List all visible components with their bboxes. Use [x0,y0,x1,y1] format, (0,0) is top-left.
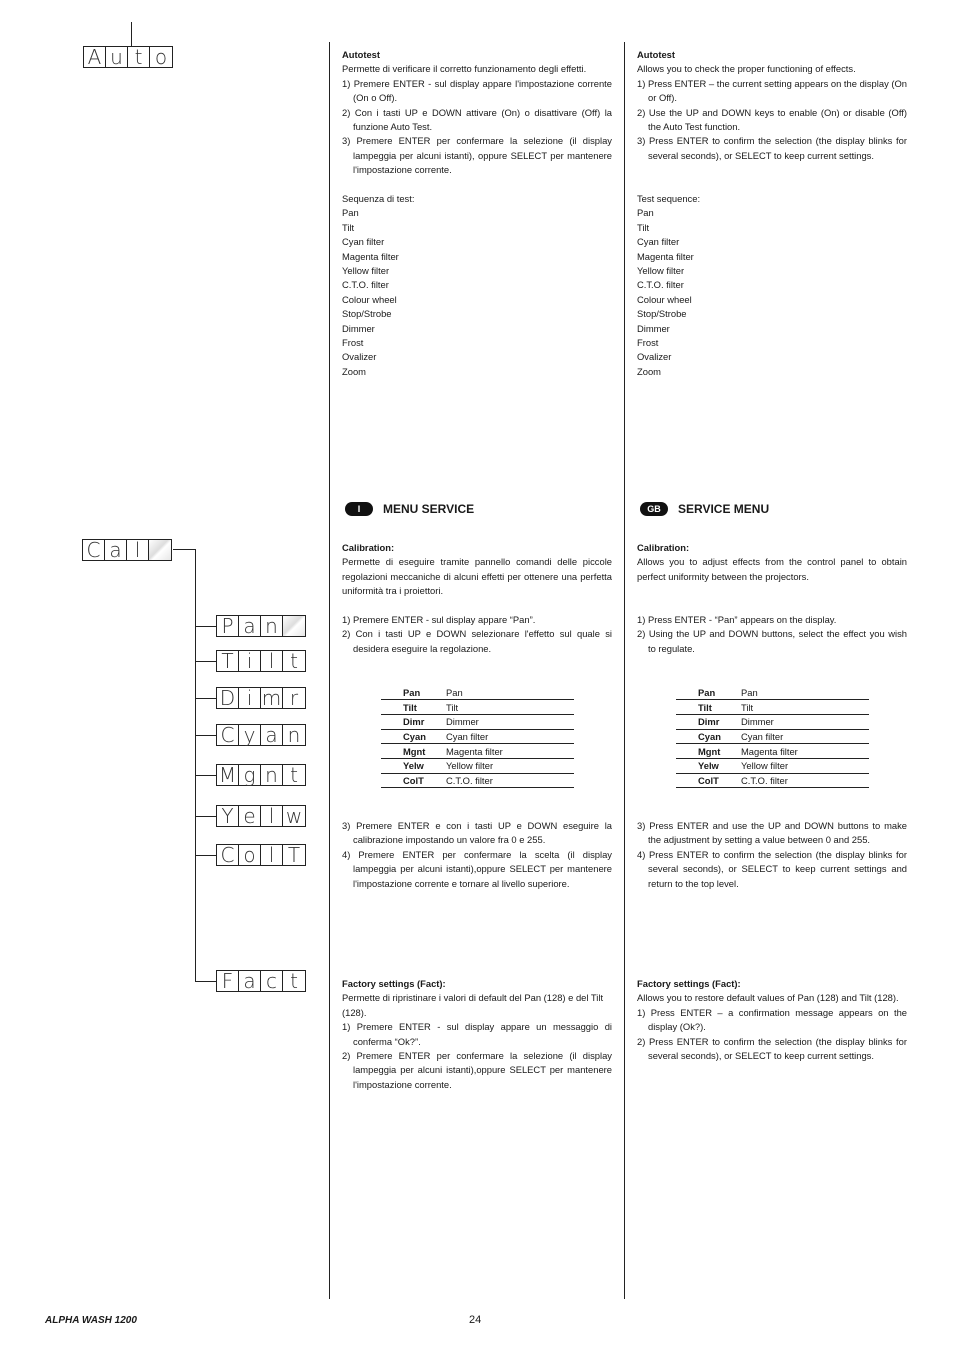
sequence-item: Colour wheel [342,293,397,305]
branch-cyan [195,735,216,736]
sequence-item: Tilt [342,221,355,233]
it-fact-section [342,977,612,1092]
table-row [381,714,574,729]
it-calibration-section [342,541,612,599]
table-cell-code: Dimr [381,714,446,729]
display-char: c [261,971,283,991]
display-char: e [239,806,261,826]
sequence-item: Ovalizer [342,351,377,363]
display-char: o [239,845,261,865]
sequence-item: Magenta filter [637,250,694,262]
table-row [381,744,574,759]
table-row [381,729,574,744]
table-cell-description: Tilt [446,700,574,715]
display-colt [216,844,306,866]
it-fact-step-1: 1) Premere ENTER - sul display appare un messaggio di conferma “Ok?”. [342,1021,612,1047]
table-cell-code: Mgnt [381,744,446,759]
sequence-item: Stop/Strobe [342,308,392,320]
display-char [283,616,305,636]
it-autotest-step-3: 3) Premere ENTER per confermare la selezione (il display lampeggia per alcuni istanti), oppure SELECT per mantenere l'impostazione corrente. [342,135,612,176]
table-cell-description: Magenta filter [741,744,869,759]
display-char: C [217,725,239,745]
it-cal-intro: Permette di eseguire tramite pannello comandi delle piccole regolazioni meccaniche di alcuni effetti per ottenere una perfetta uniformità tra i proiettori. [342,556,612,597]
gb-cal-intro: Allows you to adjust effects from the control panel to obtain perfect uniformity between the projectors. [637,556,907,582]
table-cell-code: ColT [381,773,446,788]
table-cell-description: Cyan filter [446,729,574,744]
table-row [676,729,869,744]
gb-effect-table [676,685,869,788]
table-row [381,685,574,700]
display-char: t [290,969,298,993]
table-row [676,758,869,773]
it-menu-title: MENU SERVICE [383,502,475,516]
gb-autotest-title: Autotest [637,49,676,60]
table-row [381,758,574,773]
table-row [676,744,869,759]
table-cell-description: Dimmer [446,714,574,729]
it-sequence-title: Sequenza di test: [342,193,415,204]
display-char: l [261,806,283,826]
display-char: l [261,651,283,671]
table-cell-code: Dimr [676,714,741,729]
display-char: o [154,45,168,69]
sequence-item: Zoom [637,365,661,377]
display-char: Y [217,806,239,826]
table-row [676,714,869,729]
branch-tilt [195,661,216,662]
it-autotest-title: Autotest [342,49,381,60]
gb-menu-title: SERVICE MENU [678,502,770,516]
it-cal-step-2: 2) Con i tasti UP e DOWN selezionare l'effetto sul quale si desidera eseguire la regolazione. [342,628,612,654]
display-char: u [106,47,128,67]
display-char: t [290,649,298,673]
display-char: n [261,616,283,636]
gb-fact-title: Factory settings (Fact): [637,978,741,989]
table-cell-code: Pan [381,685,446,700]
it-language-badge: I [345,502,373,516]
display-char: n [261,765,283,785]
display-char: a [261,725,283,745]
sequence-item: Ovalizer [637,351,672,363]
branch-pan [195,626,216,627]
display-char: A [84,47,106,67]
it-fact-title: Factory settings (Fact): [342,978,446,989]
it-sequence-list [342,206,612,379]
table-row [676,773,869,788]
display-char: T [287,843,301,867]
branch-mgnt [195,775,216,776]
display-char [149,540,171,560]
sequence-item: Pan [637,207,654,219]
table-cell-description: Tilt [741,700,869,715]
auto-connector-line [131,22,132,46]
gb-autotest-step-3: 3) Press ENTER to confirm the selection (the display blinks for several seconds), or SELECT to keep current settings. [637,135,907,161]
display-char: y [239,725,261,745]
branch-colt [195,855,216,856]
display-fact [216,970,306,992]
display-char: a [105,540,127,560]
gb-autotest-section [637,48,907,163]
sequence-item: Pan [342,207,359,219]
display-char: i [239,651,261,671]
display-dimr [216,687,306,709]
sequence-item: Dimmer [637,322,670,334]
sequence-item: Dimmer [342,322,375,334]
it-cal-steps-b [342,819,612,891]
footer-model-name: ALPHA WASH 1200 [45,1315,137,1326]
table-cell-description: Yellow filter [446,758,574,773]
table-cell-code: Tilt [676,700,741,715]
gb-cal-steps-b [637,819,907,891]
it-cal-title: Calibration: [342,542,395,553]
gb-cal-steps-a [637,613,907,656]
display-char: M [217,765,239,785]
gb-sequence-list [637,206,907,379]
display-char: n [287,723,301,747]
sequence-item: Cyan filter [342,236,385,248]
sequence-item: Cyan filter [637,236,680,248]
cal-branch-vertical [195,549,196,982]
table-row [381,700,574,715]
it-autotest-step-2: 2) Con i tasti UP e DOWN attivare (On) o disattivare (Off) la funzione Auto Test. [342,106,612,133]
display-char: t [290,763,298,787]
it-menu-header [345,502,474,516]
display-char: t [128,47,150,67]
table-cell-code: Cyan [381,729,446,744]
gb-cal-step-2: 2) Using the UP and DOWN buttons, select the effect you wish to regulate. [637,628,907,654]
display-char: a [239,616,261,636]
display-char: C [83,540,105,560]
it-cal-steps-a [342,613,612,656]
display-yelw [216,805,306,827]
gb-autotest-step-1: 1) Press ENTER – the current setting appears on the display (On or Off). [637,77,907,104]
table-cell-code: Pan [676,685,741,700]
gb-calibration-section [637,541,907,584]
display-char: r [289,686,299,710]
it-autotest-step-1: 1) Premere ENTER - sul display appare l'impostazione corrente (On o Off). [342,77,612,104]
display-cyan [216,724,306,746]
display-char: a [239,971,261,991]
it-effect-table [381,685,574,788]
display-char: C [217,845,239,865]
branch-yelw [195,816,216,817]
table-row [676,685,869,700]
display-auto [83,46,173,68]
table-cell-code: Yelw [381,758,446,773]
gb-language-badge: GB [640,502,668,516]
gb-fact-section [637,977,907,1063]
it-fact-step-2: 2) Premere ENTER per confermare la selezione (il display lampeggia per alcuni istanti),oppure SELECT per mantenere l'impostazione corrente. [342,1050,612,1090]
table-cell-code: Cyan [676,729,741,744]
sequence-item: Magenta filter [342,250,399,262]
display-char: F [217,971,239,991]
display-char: l [261,845,283,865]
gb-fact-step-1: 1) Press ENTER – a confirmation message appears on the display (Ok?). [637,1006,907,1033]
gb-fact-step-2: 2) Press ENTER to confirm the selection (the display blinks for several seconds), or SELECT to keep current settings. [637,1035,907,1062]
gb-sequence-section [637,192,907,379]
display-char: w [285,804,303,828]
display-pan [216,615,306,637]
column-divider-right [624,42,625,1299]
sequence-item: Frost [637,337,659,349]
gb-cal-step-1: 1) Press ENTER - “Pan” appears on the display. [637,614,837,625]
gb-cal-step-3: 3) Press ENTER and use the UP and DOWN buttons to make the adjustment by setting a value between 0 and 255. [637,820,907,846]
column-divider-left [329,42,330,1299]
table-cell-description: C.T.O. filter [446,773,574,788]
table-row [676,700,869,715]
it-cal-step-3: 3) Premere ENTER e con i tasti UP e DOWN eseguire la calibrazione impostando un valore fra 0 e 255. [342,820,612,846]
sequence-item: C.T.O. filter [342,279,389,291]
gb-autotest-intro: Allows you to check the proper functioning of effects. [637,63,856,75]
sequence-item: C.T.O. filter [637,279,684,291]
table-cell-description: Cyan filter [741,729,869,744]
table-cell-description: Magenta filter [446,744,574,759]
footer-page-number: 24 [469,1314,482,1326]
sequence-item: Colour wheel [637,293,692,305]
table-cell-description: Dimmer [741,714,869,729]
it-sequence-section [342,192,612,379]
table-cell-description: Yellow filter [741,758,869,773]
sequence-item: Tilt [637,221,650,233]
table-cell-description: Pan [446,685,574,700]
display-char: P [217,616,239,636]
sequence-item: Stop/Strobe [637,308,687,320]
gb-cal-step-4: 4) Press ENTER to confirm the selection (the display blinks for several seconds), or SELECT to keep current settings and return to the top level. [637,848,907,889]
sequence-item: Frost [342,337,364,349]
gb-sequence-title: Test sequence: [637,193,701,204]
table-cell-code: Yelw [676,758,741,773]
display-cal [82,539,172,561]
it-cal-step-4: 4) Premere ENTER per confermare la scelta (il display lampeggia per alcuni istanti),oppure SELECT per mantenere l'impostazione corrente e tornare al livello superiore. [342,848,612,889]
display-tilt [216,650,306,672]
it-cal-step-1: 1) Premere ENTER - sul display appare “Pan”. [342,614,536,625]
display-char: g [239,765,261,785]
table-row [381,773,574,788]
table-cell-description: C.T.O. filter [741,773,869,788]
it-fact-intro: Permette di ripristinare i valori di default del Pan (128) e del Tilt (128). [342,992,604,1018]
table-cell-code: Tilt [381,700,446,715]
table-cell-code: Mgnt [676,744,741,759]
sequence-item: Yellow filter [637,265,685,277]
display-char: l [127,540,149,560]
display-char: T [217,651,239,671]
branch-fact [195,981,216,982]
sequence-item: Yellow filter [342,265,390,277]
gb-menu-header [640,502,769,516]
cal-branch-horizontal [173,549,196,550]
gb-cal-title: Calibration: [637,542,690,553]
it-autotest-section [342,48,612,178]
it-autotest-intro: Permette di verificare il corretto funzionamento degli effetti. [342,63,587,75]
branch-dimr [195,698,216,699]
display-mgnt [216,764,306,786]
gb-fact-intro: Allows you to restore default values of Pan (128) and Tilt (128). [637,992,899,1004]
table-cell-description: Pan [741,685,869,700]
table-cell-code: ColT [676,773,741,788]
display-char: D [217,688,239,708]
display-char: i [239,688,261,708]
gb-autotest-step-2: 2) Use the UP and DOWN keys to enable (On) or disable (Off) the Auto Test function. [637,106,907,133]
sequence-item: Zoom [342,365,366,377]
display-char: m [261,686,282,710]
